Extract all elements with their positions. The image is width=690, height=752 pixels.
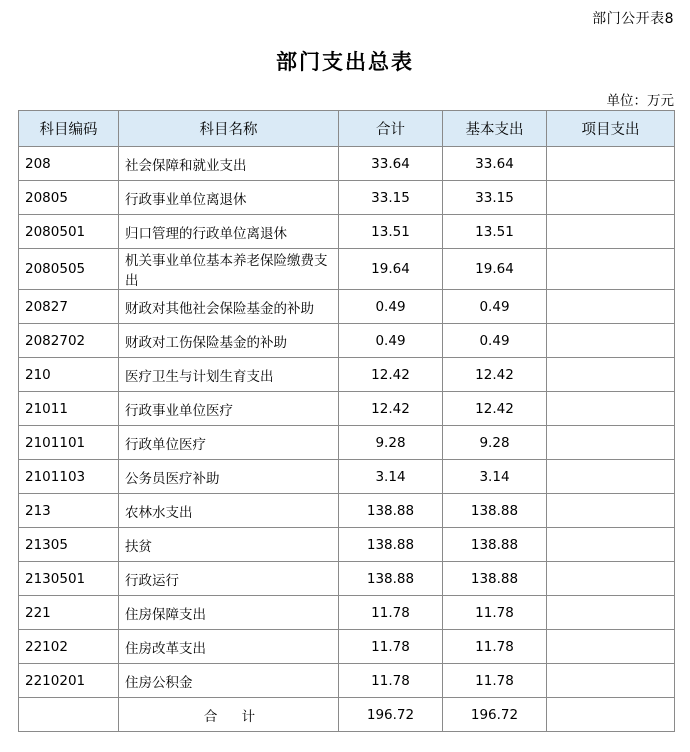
cell-basic-expenditure: 12.42 [443, 358, 547, 392]
table-row [19, 215, 675, 249]
cell-subject-name: 行政事业单位离退休 [119, 181, 339, 215]
cell-subject-name: 财政对其他社会保险基金的补助 [119, 290, 339, 324]
cell-basic-expenditure: 13.51 [443, 215, 547, 249]
cell-subject-code: 210 [19, 358, 119, 392]
table-row [19, 494, 675, 528]
cell-total: 3.14 [339, 460, 443, 494]
column-header-basic: 基本支出 [443, 111, 547, 147]
column-header-code: 科目编码 [19, 111, 119, 147]
table-row [19, 324, 675, 358]
cell-total: 12.42 [339, 358, 443, 392]
cell-total-sum: 196.72 [339, 698, 443, 732]
cell-basic-expenditure: 33.15 [443, 181, 547, 215]
column-header-name: 科目名称 [119, 111, 339, 147]
cell-project-expenditure [547, 494, 675, 528]
table-row [19, 181, 675, 215]
cell-basic-expenditure: 0.49 [443, 324, 547, 358]
cell-project-expenditure [547, 181, 675, 215]
cell-basic-expenditure: 0.49 [443, 290, 547, 324]
table-total-row [19, 698, 675, 732]
cell-total: 11.78 [339, 664, 443, 698]
column-header-project: 项目支出 [547, 111, 675, 147]
cell-subject-name: 社会保障和就业支出 [119, 147, 339, 181]
cell-total: 9.28 [339, 426, 443, 460]
cell-project-expenditure [547, 460, 675, 494]
cell-subject-name: 行政运行 [119, 562, 339, 596]
cell-basic-expenditure: 3.14 [443, 460, 547, 494]
cell-total-project [547, 698, 675, 732]
cell-basic-expenditure: 12.42 [443, 392, 547, 426]
form-code: 部门公开表8 [592, 11, 674, 27]
cell-subject-code: 20827 [19, 290, 119, 324]
cell-subject-name: 财政对工伤保险基金的补助 [119, 324, 339, 358]
table-row [19, 460, 675, 494]
cell-project-expenditure [547, 664, 675, 698]
cell-total: 0.49 [339, 324, 443, 358]
table-body [19, 147, 675, 732]
table-row [19, 290, 675, 324]
cell-subject-code: 2101101 [19, 426, 119, 460]
cell-basic-expenditure: 11.78 [443, 596, 547, 630]
cell-subject-name: 农林水支出 [119, 494, 339, 528]
cell-total: 33.15 [339, 181, 443, 215]
cell-subject-name: 归口管理的行政单位离退休 [119, 215, 339, 249]
cell-subject-code: 21011 [19, 392, 119, 426]
cell-total: 11.78 [339, 630, 443, 664]
cell-total: 0.49 [339, 290, 443, 324]
cell-total: 138.88 [339, 562, 443, 596]
cell-subject-code: 21305 [19, 528, 119, 562]
cell-basic-expenditure: 138.88 [443, 528, 547, 562]
cell-total: 12.42 [339, 392, 443, 426]
table-row [19, 392, 675, 426]
cell-total-code [19, 698, 119, 732]
cell-total: 19.64 [339, 249, 443, 290]
cell-subject-code: 2080505 [19, 249, 119, 290]
cell-subject-code: 2080501 [19, 215, 119, 249]
table-row [19, 358, 675, 392]
table-row [19, 528, 675, 562]
cell-total: 138.88 [339, 528, 443, 562]
cell-total: 138.88 [339, 494, 443, 528]
cell-basic-expenditure: 138.88 [443, 562, 547, 596]
cell-project-expenditure [547, 290, 675, 324]
cell-project-expenditure [547, 630, 675, 664]
cell-subject-name: 行政事业单位医疗 [119, 392, 339, 426]
cell-subject-code: 221 [19, 596, 119, 630]
table-row [19, 562, 675, 596]
cell-subject-name: 住房公积金 [119, 664, 339, 698]
cell-subject-code: 213 [19, 494, 119, 528]
cell-subject-name: 行政单位医疗 [119, 426, 339, 460]
table-row [19, 249, 675, 290]
cell-subject-name: 住房保障支出 [119, 596, 339, 630]
table-row [19, 596, 675, 630]
cell-subject-code: 2101103 [19, 460, 119, 494]
table-row [19, 426, 675, 460]
cell-project-expenditure [547, 324, 675, 358]
expenditure-table [18, 110, 675, 732]
cell-project-expenditure [547, 358, 675, 392]
cell-project-expenditure [547, 426, 675, 460]
cell-subject-name: 公务员医疗补助 [119, 460, 339, 494]
cell-subject-name: 扶贫 [119, 528, 339, 562]
cell-basic-expenditure: 11.78 [443, 630, 547, 664]
cell-project-expenditure [547, 562, 675, 596]
cell-project-expenditure [547, 215, 675, 249]
cell-total-basic: 196.72 [443, 698, 547, 732]
cell-total: 11.78 [339, 596, 443, 630]
cell-total: 33.64 [339, 147, 443, 181]
cell-basic-expenditure: 11.78 [443, 664, 547, 698]
cell-project-expenditure [547, 147, 675, 181]
cell-basic-expenditure: 9.28 [443, 426, 547, 460]
cell-basic-expenditure: 19.64 [443, 249, 547, 290]
cell-total: 13.51 [339, 215, 443, 249]
cell-subject-name: 机关事业单位基本养老保险缴费支出 [119, 249, 339, 290]
page-title: 部门支出总表 [276, 50, 414, 74]
cell-project-expenditure [547, 596, 675, 630]
cell-subject-name: 医疗卫生与计划生育支出 [119, 358, 339, 392]
cell-basic-expenditure: 138.88 [443, 494, 547, 528]
table-header-row [19, 111, 675, 147]
cell-subject-code: 2130501 [19, 562, 119, 596]
cell-subject-code: 2210201 [19, 664, 119, 698]
cell-project-expenditure [547, 392, 675, 426]
cell-project-expenditure [547, 249, 675, 290]
cell-subject-name: 住房改革支出 [119, 630, 339, 664]
cell-subject-code: 208 [19, 147, 119, 181]
cell-subject-code: 20805 [19, 181, 119, 215]
cell-subject-code: 22102 [19, 630, 119, 664]
cell-basic-expenditure: 33.64 [443, 147, 547, 181]
table-row [19, 664, 675, 698]
unit-note: 单位：万元 [606, 93, 674, 109]
table-row [19, 630, 675, 664]
cell-total-label: 合 计 [119, 698, 339, 732]
table-row [19, 147, 675, 181]
cell-project-expenditure [547, 528, 675, 562]
cell-subject-code: 2082702 [19, 324, 119, 358]
column-header-total: 合计 [339, 111, 443, 147]
